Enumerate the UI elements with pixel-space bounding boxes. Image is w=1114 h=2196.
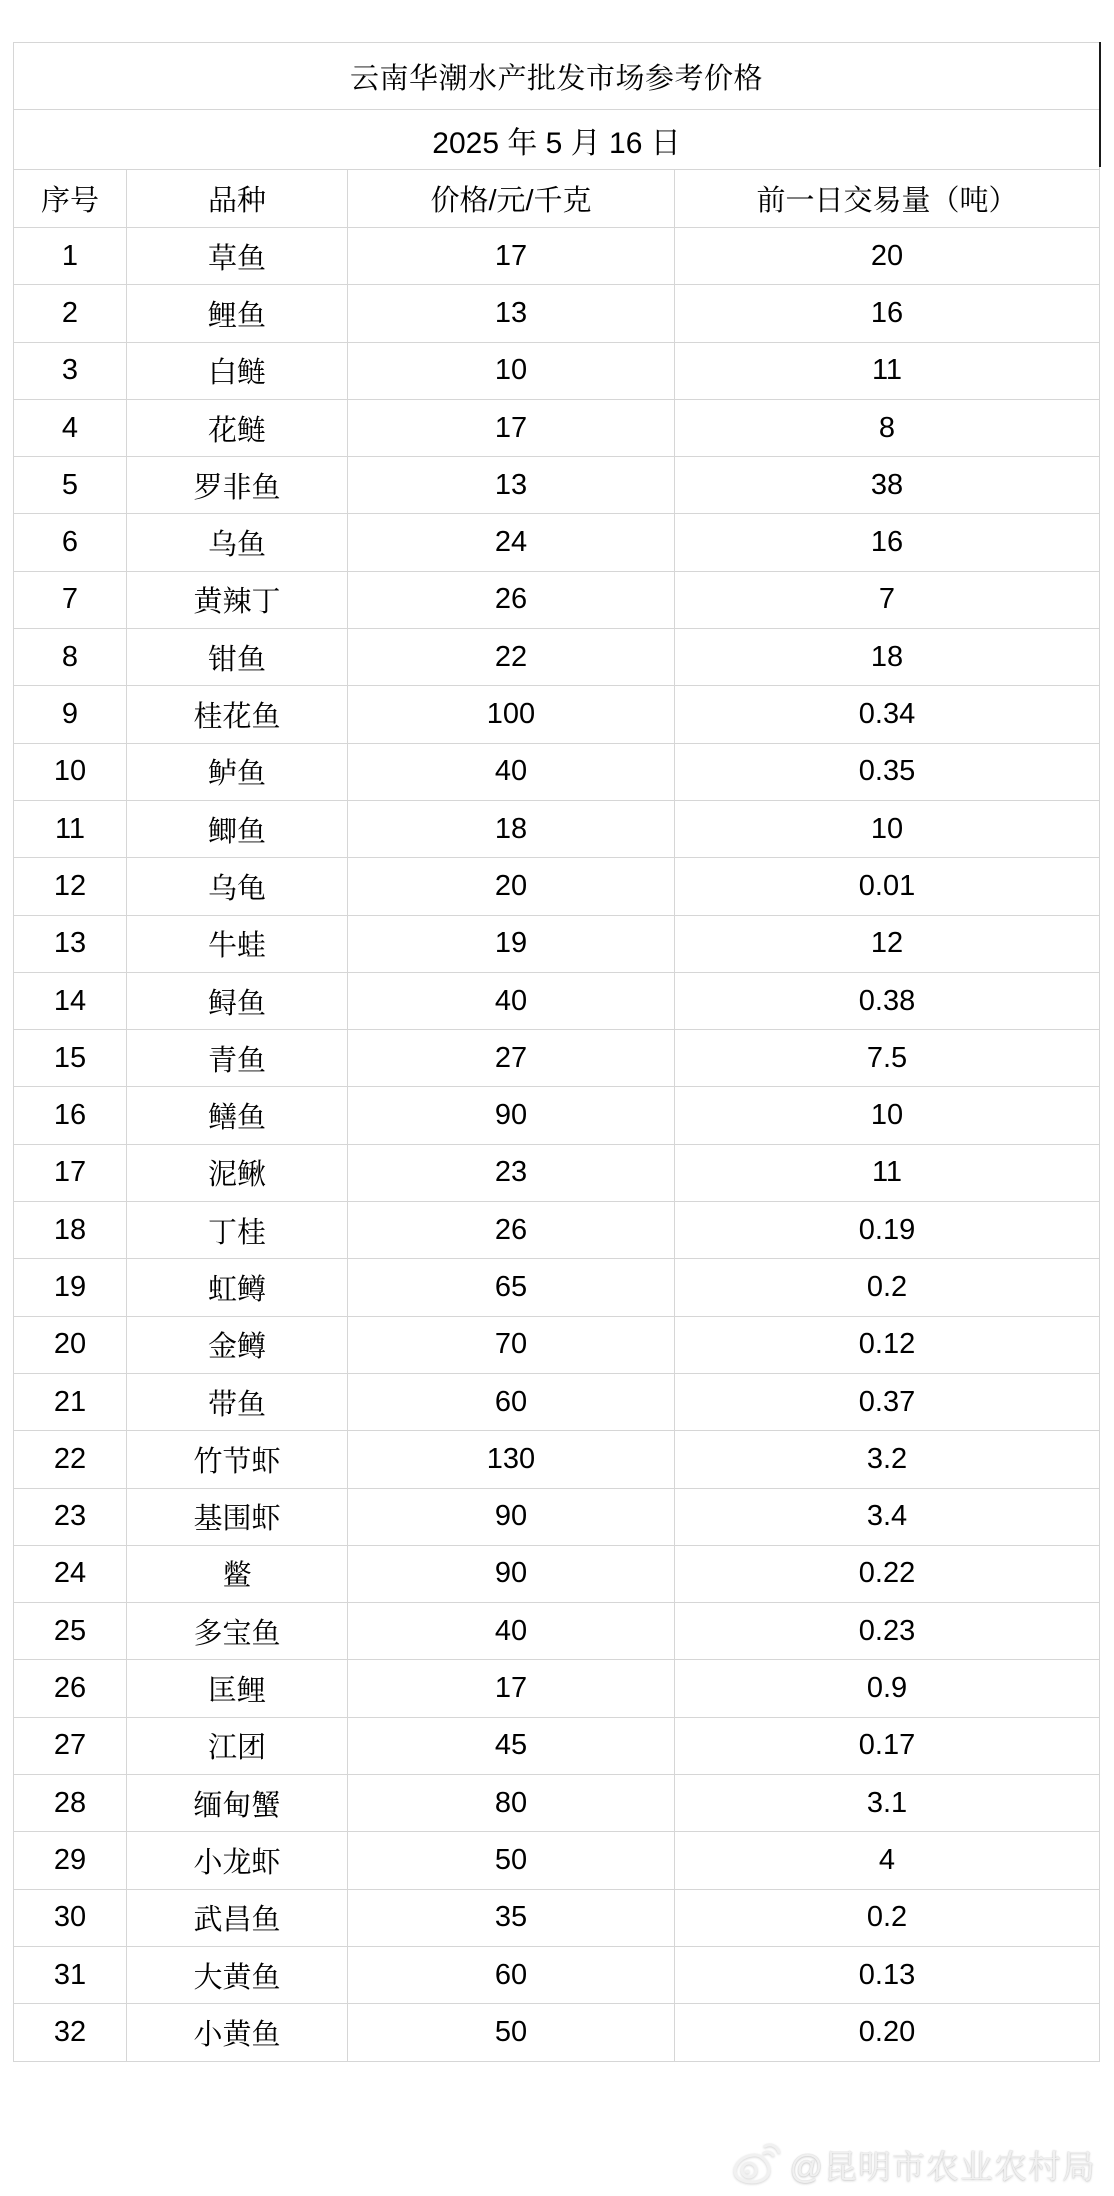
table-row: [14, 743, 1099, 800]
cell-no: 12: [53, 869, 87, 902]
table-row: [14, 1831, 1099, 1888]
cell-no: 8: [61, 640, 79, 673]
cell-no: 29: [53, 1843, 87, 1876]
cell-species: 虹鳟: [126, 1259, 347, 1315]
header-no: 序号: [40, 185, 99, 217]
cell-volume: 20: [674, 228, 1099, 284]
weibo-icon: [732, 2143, 780, 2185]
cell-price: 19: [347, 916, 674, 972]
cell-no: 5: [61, 468, 79, 501]
cell-volume: 3.1: [674, 1775, 1099, 1831]
cell-no: 28: [53, 1786, 87, 1819]
cell-price: 60: [347, 1947, 674, 2003]
cell-price: 130: [347, 1431, 674, 1487]
table-header-row: [14, 169, 1099, 227]
header-species: 品种: [126, 170, 347, 227]
cell-species: 带鱼: [126, 1374, 347, 1430]
cell-no: 30: [53, 1901, 87, 1934]
table-row: [14, 1602, 1099, 1659]
cell-price: 90: [347, 1546, 674, 1602]
cell-species: 江团: [126, 1718, 347, 1774]
cell-volume: 16: [674, 514, 1099, 570]
cell-price: 13: [347, 457, 674, 513]
table-row: [14, 1373, 1099, 1430]
table-row: [14, 1201, 1099, 1258]
cell-price: 17: [347, 228, 674, 284]
dark-right-edge: [1099, 42, 1101, 167]
cell-species: 鲤鱼: [126, 285, 347, 341]
cell-volume: 0.37: [674, 1374, 1099, 1430]
cell-species: 泥鳅: [126, 1145, 347, 1201]
table-row: [14, 284, 1099, 341]
cell-price: 35: [347, 1890, 674, 1946]
cell-volume: 0.13: [674, 1947, 1099, 2003]
cell-no: 9: [61, 698, 79, 731]
cell-price: 22: [347, 629, 674, 685]
cell-volume: 0.22: [674, 1546, 1099, 1602]
table-rows: [14, 227, 1099, 2061]
cell-price: 45: [347, 1718, 674, 1774]
cell-species: 基围虾: [126, 1489, 347, 1545]
cell-species: 多宝鱼: [126, 1603, 347, 1659]
cell-species: 小龙虾: [126, 1832, 347, 1888]
cell-volume: 12: [674, 916, 1099, 972]
cell-volume: 0.9: [674, 1660, 1099, 1716]
cell-no: 31: [53, 1958, 87, 1991]
cell-no: 15: [53, 1041, 87, 1074]
table-row: [14, 685, 1099, 742]
cell-volume: 10: [674, 801, 1099, 857]
cell-no: 27: [53, 1729, 87, 1762]
table-row: [14, 1545, 1099, 1602]
cell-price: 17: [347, 1660, 674, 1716]
cell-no: 3: [61, 354, 79, 387]
cell-volume: 0.34: [674, 686, 1099, 742]
cell-price: 24: [347, 514, 674, 570]
table-row: [14, 1316, 1099, 1373]
cell-species: 乌龟: [126, 858, 347, 914]
cell-no: 19: [53, 1270, 87, 1303]
cell-species: 钳鱼: [126, 629, 347, 685]
cell-price: 50: [347, 1832, 674, 1888]
cell-price: 23: [347, 1145, 674, 1201]
cell-no: 4: [61, 411, 79, 444]
cell-volume: 0.2: [674, 1259, 1099, 1315]
cell-species: 大黄鱼: [126, 1947, 347, 2003]
table-row: [14, 1488, 1099, 1545]
cell-volume: 0.23: [674, 1603, 1099, 1659]
cell-volume: 10: [674, 1087, 1099, 1143]
cell-price: 27: [347, 1030, 674, 1086]
cell-species: 丁桂: [126, 1202, 347, 1258]
cell-price: 10: [347, 343, 674, 399]
table-row: [14, 1086, 1099, 1143]
cell-price: 40: [347, 973, 674, 1029]
table-row: [14, 342, 1099, 399]
header-volume: 前一日交易量（吨）: [674, 170, 1099, 227]
cell-price: 90: [347, 1087, 674, 1143]
table-row: [14, 513, 1099, 570]
cell-price: 70: [347, 1317, 674, 1373]
table-row: [14, 1946, 1099, 2003]
cell-price: 40: [347, 744, 674, 800]
cell-price: 65: [347, 1259, 674, 1315]
cell-volume: 3.4: [674, 1489, 1099, 1545]
cell-species: 乌鱼: [126, 514, 347, 570]
table-row: [14, 857, 1099, 914]
cell-no: 21: [53, 1385, 87, 1418]
table-row: [14, 456, 1099, 513]
table-row: [14, 1430, 1099, 1487]
cell-species: 草鱼: [126, 228, 347, 284]
cell-no: 18: [53, 1213, 87, 1246]
cell-price: 20: [347, 858, 674, 914]
watermark: [732, 2138, 1097, 2190]
cell-volume: 16: [674, 285, 1099, 341]
table-row: [14, 800, 1099, 857]
cell-price: 26: [347, 1202, 674, 1258]
cell-volume: 11: [674, 343, 1099, 399]
cell-species: 罗非鱼: [126, 457, 347, 513]
table-row: [14, 1659, 1099, 1716]
table-title: 云南华潮水产批发市场参考价格: [349, 62, 763, 95]
cell-volume: 0.12: [674, 1317, 1099, 1373]
cell-no: 14: [53, 984, 87, 1017]
cell-no: 10: [53, 755, 87, 788]
cell-no: 26: [53, 1672, 87, 1705]
cell-no: 1: [61, 239, 79, 272]
table-row: [14, 1029, 1099, 1086]
cell-no: 6: [61, 526, 79, 559]
cell-price: 90: [347, 1489, 674, 1545]
cell-volume: 7: [674, 572, 1099, 628]
table-row: [14, 1717, 1099, 1774]
cell-species: 鲈鱼: [126, 744, 347, 800]
cell-price: 18: [347, 801, 674, 857]
table-row: [14, 915, 1099, 972]
cell-species: 鳖: [126, 1546, 347, 1602]
cell-species: 桂花鱼: [126, 686, 347, 742]
cell-no: 2: [61, 296, 79, 329]
watermark-text: @昆明市农业农村局: [789, 2147, 1096, 2185]
cell-species: 鲟鱼: [126, 973, 347, 1029]
cell-species: 花鲢: [126, 400, 347, 456]
cell-volume: 0.35: [674, 744, 1099, 800]
cell-price: 26: [347, 572, 674, 628]
cell-species: 缅甸蟹: [126, 1775, 347, 1831]
cell-volume: 0.17: [674, 1718, 1099, 1774]
cell-no: 13: [53, 927, 87, 960]
cell-volume: 8: [674, 400, 1099, 456]
cell-species: 鳝鱼: [126, 1087, 347, 1143]
cell-volume: 4: [674, 1832, 1099, 1888]
cell-species: 武昌鱼: [126, 1890, 347, 1946]
cell-species: 竹节虾: [126, 1431, 347, 1487]
table-row: [14, 2003, 1099, 2060]
table-row: [14, 628, 1099, 685]
table-row: [14, 1889, 1099, 1946]
table-row: [14, 1258, 1099, 1315]
header-price: 价格/元/千克: [347, 170, 674, 227]
cell-price: 40: [347, 1603, 674, 1659]
cell-no: 11: [54, 812, 86, 845]
cell-volume: 18: [674, 629, 1099, 685]
cell-no: 20: [53, 1328, 87, 1361]
cell-volume: 7.5: [674, 1030, 1099, 1086]
cell-no: 24: [53, 1557, 87, 1590]
cell-price: 60: [347, 1374, 674, 1430]
cell-price: 100: [347, 686, 674, 742]
cell-volume: 0.19: [674, 1202, 1099, 1258]
cell-species: 匡鲤: [126, 1660, 347, 1716]
cell-species: 牛蛙: [126, 916, 347, 972]
cell-no: 32: [53, 2015, 87, 2048]
cell-price: 17: [347, 400, 674, 456]
table-row: [14, 972, 1099, 1029]
cell-species: 小黄鱼: [126, 2004, 347, 2060]
cell-no: 16: [53, 1099, 87, 1132]
table-row: [14, 1774, 1099, 1831]
cell-volume: 3.2: [674, 1431, 1099, 1487]
cell-species: 黄辣丁: [126, 572, 347, 628]
cell-volume: 0.38: [674, 973, 1099, 1029]
cell-species: 鲫鱼: [126, 801, 347, 857]
cell-volume: 0.01: [674, 858, 1099, 914]
price-table: [13, 42, 1100, 2062]
cell-volume: 11: [674, 1145, 1099, 1201]
cell-price: 13: [347, 285, 674, 341]
cell-species: 青鱼: [126, 1030, 347, 1086]
cell-species: 白鲢: [126, 343, 347, 399]
table-date: 2025 年 5 月 16 日: [14, 109, 1099, 169]
cell-no: 23: [53, 1500, 87, 1533]
cell-no: 22: [53, 1442, 87, 1475]
cell-species: 金鳟: [126, 1317, 347, 1373]
cell-no: 17: [53, 1156, 87, 1189]
cell-price: 80: [347, 1775, 674, 1831]
table-row: [14, 571, 1099, 628]
cell-no: 25: [53, 1614, 87, 1647]
cell-volume: 0.20: [674, 2004, 1099, 2060]
cell-no: 7: [61, 583, 79, 616]
cell-volume: 0.2: [674, 1890, 1099, 1946]
cell-price: 50: [347, 2004, 674, 2060]
table-row: [14, 1144, 1099, 1201]
cell-volume: 38: [674, 457, 1099, 513]
table-row: [14, 399, 1099, 456]
table-row: [14, 227, 1099, 284]
